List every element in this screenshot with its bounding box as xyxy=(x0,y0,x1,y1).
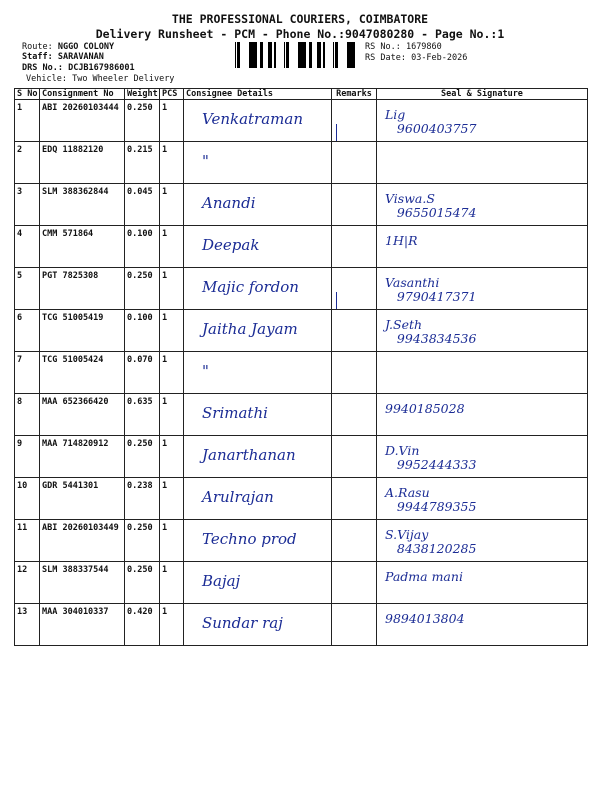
consignee-cell xyxy=(184,184,332,226)
consignee-cell xyxy=(184,100,332,142)
barcode-bar xyxy=(286,42,287,68)
remarks-cell xyxy=(332,478,377,520)
handwritten-consignee: Arulrajan xyxy=(202,488,274,506)
handwritten-consignee: " xyxy=(202,362,209,380)
pieces-cell: 1 xyxy=(160,520,184,562)
vehicle-label: Vehicle: xyxy=(26,74,67,84)
company-title: THE PROFESSIONAL COURIERS, COIMBATORE xyxy=(171,12,429,26)
column-header: S No xyxy=(15,89,40,100)
weight-cell: 0.635 xyxy=(125,394,160,436)
table-header-row xyxy=(15,89,588,100)
consignee-cell xyxy=(184,604,332,646)
remarks-bracket-mark xyxy=(336,124,337,142)
pieces-cell: 1 xyxy=(160,436,184,478)
signature-cell xyxy=(377,436,588,478)
remarks-cell xyxy=(332,268,377,310)
barcode-bar xyxy=(274,42,276,68)
handwritten-consignee: Venkatraman xyxy=(202,110,303,128)
consignment-number-cell: MAA 652366420 xyxy=(40,394,125,436)
consignee-cell xyxy=(184,310,332,352)
pieces-cell: 1 xyxy=(160,268,184,310)
column-header: Remarks xyxy=(332,89,377,100)
rs-no-label: RS No.: xyxy=(365,42,401,52)
drs-value: DCJB167986001 xyxy=(68,63,135,73)
serial-number-cell: 5 xyxy=(15,268,40,310)
serial-number-cell: 2 xyxy=(15,142,40,184)
serial-number-cell: 8 xyxy=(15,394,40,436)
rs-date-label: RS Date: xyxy=(365,53,406,63)
column-header: Seal & Signature xyxy=(377,89,588,100)
vehicle-line xyxy=(26,74,174,84)
serial-number-cell: 7 xyxy=(15,352,40,394)
barcode-image xyxy=(234,42,360,68)
barcode-bar xyxy=(250,42,252,68)
table-row xyxy=(15,604,588,646)
handwritten-signature: 1H|R xyxy=(385,233,418,248)
barcode-bar xyxy=(301,42,303,68)
barcode-bar xyxy=(270,42,272,68)
signature-cell xyxy=(377,310,588,352)
consignee-cell xyxy=(184,478,332,520)
handwritten-signature: S.Vijay 8438120285 xyxy=(385,527,477,556)
signature-cell xyxy=(377,268,588,310)
barcode-bar xyxy=(309,42,312,68)
handwritten-consignee: " xyxy=(202,152,209,170)
handwritten-consignee: Janarthanan xyxy=(202,446,296,464)
rs-no-value: 1679860 xyxy=(405,42,442,52)
signature-cell xyxy=(377,352,588,394)
route-value: NGGO COLONY xyxy=(57,42,115,52)
remarks-cell xyxy=(332,100,377,142)
table-row xyxy=(15,394,588,436)
consignment-number-cell: EDQ 11882120 xyxy=(40,142,125,184)
pieces-cell: 1 xyxy=(160,352,184,394)
handwritten-signature: Lig 9600403757 xyxy=(385,107,477,136)
barcode-bar xyxy=(335,42,336,68)
barcode-bar xyxy=(268,42,270,68)
drs-line xyxy=(22,63,135,73)
pieces-cell: 1 xyxy=(160,394,184,436)
remarks-cell xyxy=(332,352,377,394)
weight-cell: 0.250 xyxy=(125,268,160,310)
weight-cell: 0.250 xyxy=(125,100,160,142)
remarks-cell xyxy=(332,142,377,184)
consignment-number-cell: SLM 388337544 xyxy=(40,562,125,604)
serial-number-cell: 12 xyxy=(15,562,40,604)
vehicle-value: Two Wheeler Delivery xyxy=(72,74,175,84)
consignment-number-cell: TCG 51005424 xyxy=(40,352,125,394)
weight-cell: 0.215 xyxy=(125,142,160,184)
handwritten-consignee: Sundar raj xyxy=(202,614,283,632)
remarks-bracket-mark xyxy=(336,292,337,310)
rs-no-line xyxy=(365,42,442,52)
handwritten-signature: Vasanthi 9790417371 xyxy=(385,275,477,304)
pieces-cell: 1 xyxy=(160,100,184,142)
column-header: Consignee Details xyxy=(184,89,332,100)
table-row xyxy=(15,520,588,562)
table-row xyxy=(15,184,588,226)
signature-cell xyxy=(377,604,588,646)
drs-label: DRS No.: xyxy=(22,63,63,73)
barcode-bar xyxy=(336,42,338,68)
barcode-bar xyxy=(298,42,299,68)
handwritten-signature: D.Vin 9952444333 xyxy=(385,443,477,472)
runsheet-table xyxy=(14,88,588,646)
consignee-cell xyxy=(184,352,332,394)
signature-cell xyxy=(377,142,588,184)
barcode-bar xyxy=(317,42,319,68)
handwritten-consignee: Jaitha Jayam xyxy=(202,320,298,338)
consignee-cell xyxy=(184,226,332,268)
barcode-bar xyxy=(254,42,257,68)
handwritten-signature: 9894013804 xyxy=(385,611,465,626)
remarks-cell xyxy=(332,604,377,646)
pieces-cell: 1 xyxy=(160,184,184,226)
consignee-cell xyxy=(184,562,332,604)
route-line xyxy=(22,42,114,52)
barcode-bar xyxy=(260,42,263,68)
weight-cell: 0.250 xyxy=(125,562,160,604)
handwritten-consignee: Deepak xyxy=(202,236,260,254)
serial-number-cell: 11 xyxy=(15,520,40,562)
serial-number-cell: 10 xyxy=(15,478,40,520)
weight-cell: 0.250 xyxy=(125,520,160,562)
remarks-cell xyxy=(332,394,377,436)
remarks-cell xyxy=(332,310,377,352)
table-row xyxy=(15,100,588,142)
consignee-cell xyxy=(184,394,332,436)
serial-number-cell: 13 xyxy=(15,604,40,646)
pieces-cell: 1 xyxy=(160,142,184,184)
handwritten-consignee: Anandi xyxy=(202,194,256,212)
signature-cell xyxy=(377,562,588,604)
pieces-cell: 1 xyxy=(160,310,184,352)
weight-cell: 0.420 xyxy=(125,604,160,646)
signature-cell xyxy=(377,520,588,562)
pieces-cell: 1 xyxy=(160,226,184,268)
handwritten-signature: Padma mani xyxy=(385,569,463,584)
weight-cell: 0.100 xyxy=(125,310,160,352)
table-row xyxy=(15,478,588,520)
pieces-cell: 1 xyxy=(160,478,184,520)
staff-value: SARAVANAN xyxy=(57,52,104,62)
route-label: Route: xyxy=(22,42,53,52)
column-header: Weight xyxy=(125,89,160,100)
column-header: Consignment No xyxy=(40,89,125,100)
pieces-cell: 1 xyxy=(160,562,184,604)
weight-cell: 0.045 xyxy=(125,184,160,226)
handwritten-consignee: Techno prod xyxy=(202,530,297,548)
weight-cell: 0.100 xyxy=(125,226,160,268)
handwritten-signature: A.Rasu 9944789355 xyxy=(385,485,477,514)
staff-label: Staff: xyxy=(22,52,53,62)
consignment-number-cell: PGT 7825308 xyxy=(40,268,125,310)
handwritten-signature: 9940185028 xyxy=(385,401,465,416)
remarks-cell xyxy=(332,226,377,268)
consignee-cell xyxy=(184,268,332,310)
handwritten-signature: J.Seth 9943834536 xyxy=(385,317,477,346)
rs-date-value: 03-Feb-2026 xyxy=(411,53,468,63)
barcode-bar xyxy=(284,42,285,68)
table-row xyxy=(15,268,588,310)
handwritten-consignee: Srimathi xyxy=(202,404,268,422)
consignment-number-cell: MAA 304010337 xyxy=(40,604,125,646)
consignee-cell xyxy=(184,436,332,478)
barcode-bar xyxy=(299,42,301,68)
serial-number-cell: 1 xyxy=(15,100,40,142)
table-row xyxy=(15,226,588,268)
table-row xyxy=(15,310,588,352)
remarks-cell xyxy=(332,520,377,562)
serial-number-cell: 4 xyxy=(15,226,40,268)
signature-cell xyxy=(377,478,588,520)
barcode-bar xyxy=(252,42,254,68)
barcode-bar xyxy=(237,42,238,68)
barcode-bar xyxy=(348,42,350,68)
table-row xyxy=(15,436,588,478)
consignment-number-cell: MAA 714820912 xyxy=(40,436,125,478)
weight-cell: 0.238 xyxy=(125,478,160,520)
handwritten-signature: Viswa.S 9655015474 xyxy=(385,191,477,220)
rs-date-line xyxy=(365,53,467,63)
consignment-number-cell: GDR 5441301 xyxy=(40,478,125,520)
consignment-number-cell: ABI 20260103449 xyxy=(40,520,125,562)
consignee-cell xyxy=(184,520,332,562)
signature-cell xyxy=(377,100,588,142)
barcode-bar xyxy=(238,42,240,68)
remarks-cell xyxy=(332,562,377,604)
serial-number-cell: 3 xyxy=(15,184,40,226)
barcode-bar xyxy=(333,42,334,68)
barcode-bar xyxy=(352,42,355,68)
barcode-bar xyxy=(249,42,250,68)
pieces-cell: 1 xyxy=(160,604,184,646)
consignee-cell xyxy=(184,142,332,184)
barcode-bar xyxy=(319,42,321,68)
consignment-number-cell: TCG 51005419 xyxy=(40,310,125,352)
barcode-bar xyxy=(350,42,352,68)
signature-cell xyxy=(377,184,588,226)
staff-line xyxy=(22,52,104,62)
remarks-cell xyxy=(332,436,377,478)
table-row xyxy=(15,142,588,184)
table-row xyxy=(15,352,588,394)
handwritten-consignee: Bajaj xyxy=(202,572,241,590)
consignment-number-cell: SLM 388362844 xyxy=(40,184,125,226)
barcode-bar xyxy=(303,42,306,68)
signature-cell xyxy=(377,226,588,268)
consignment-number-cell: CMM 571864 xyxy=(40,226,125,268)
remarks-cell xyxy=(332,184,377,226)
barcode-bar xyxy=(323,42,325,68)
weight-cell: 0.070 xyxy=(125,352,160,394)
barcode-bar xyxy=(235,42,236,68)
weight-cell: 0.250 xyxy=(125,436,160,478)
handwritten-consignee: Majic fordon xyxy=(202,278,299,296)
barcode-bar xyxy=(347,42,348,68)
serial-number-cell: 6 xyxy=(15,310,40,352)
signature-cell xyxy=(377,394,588,436)
consignment-number-cell: ABI 20260103444 xyxy=(40,100,125,142)
serial-number-cell: 9 xyxy=(15,436,40,478)
barcode-bar xyxy=(287,42,289,68)
column-header: PCS xyxy=(160,89,184,100)
table-row xyxy=(15,562,588,604)
runsheet-title: Delivery Runsheet - PCM - Phone No.:9047080280 - Page No.:1 xyxy=(95,27,505,41)
